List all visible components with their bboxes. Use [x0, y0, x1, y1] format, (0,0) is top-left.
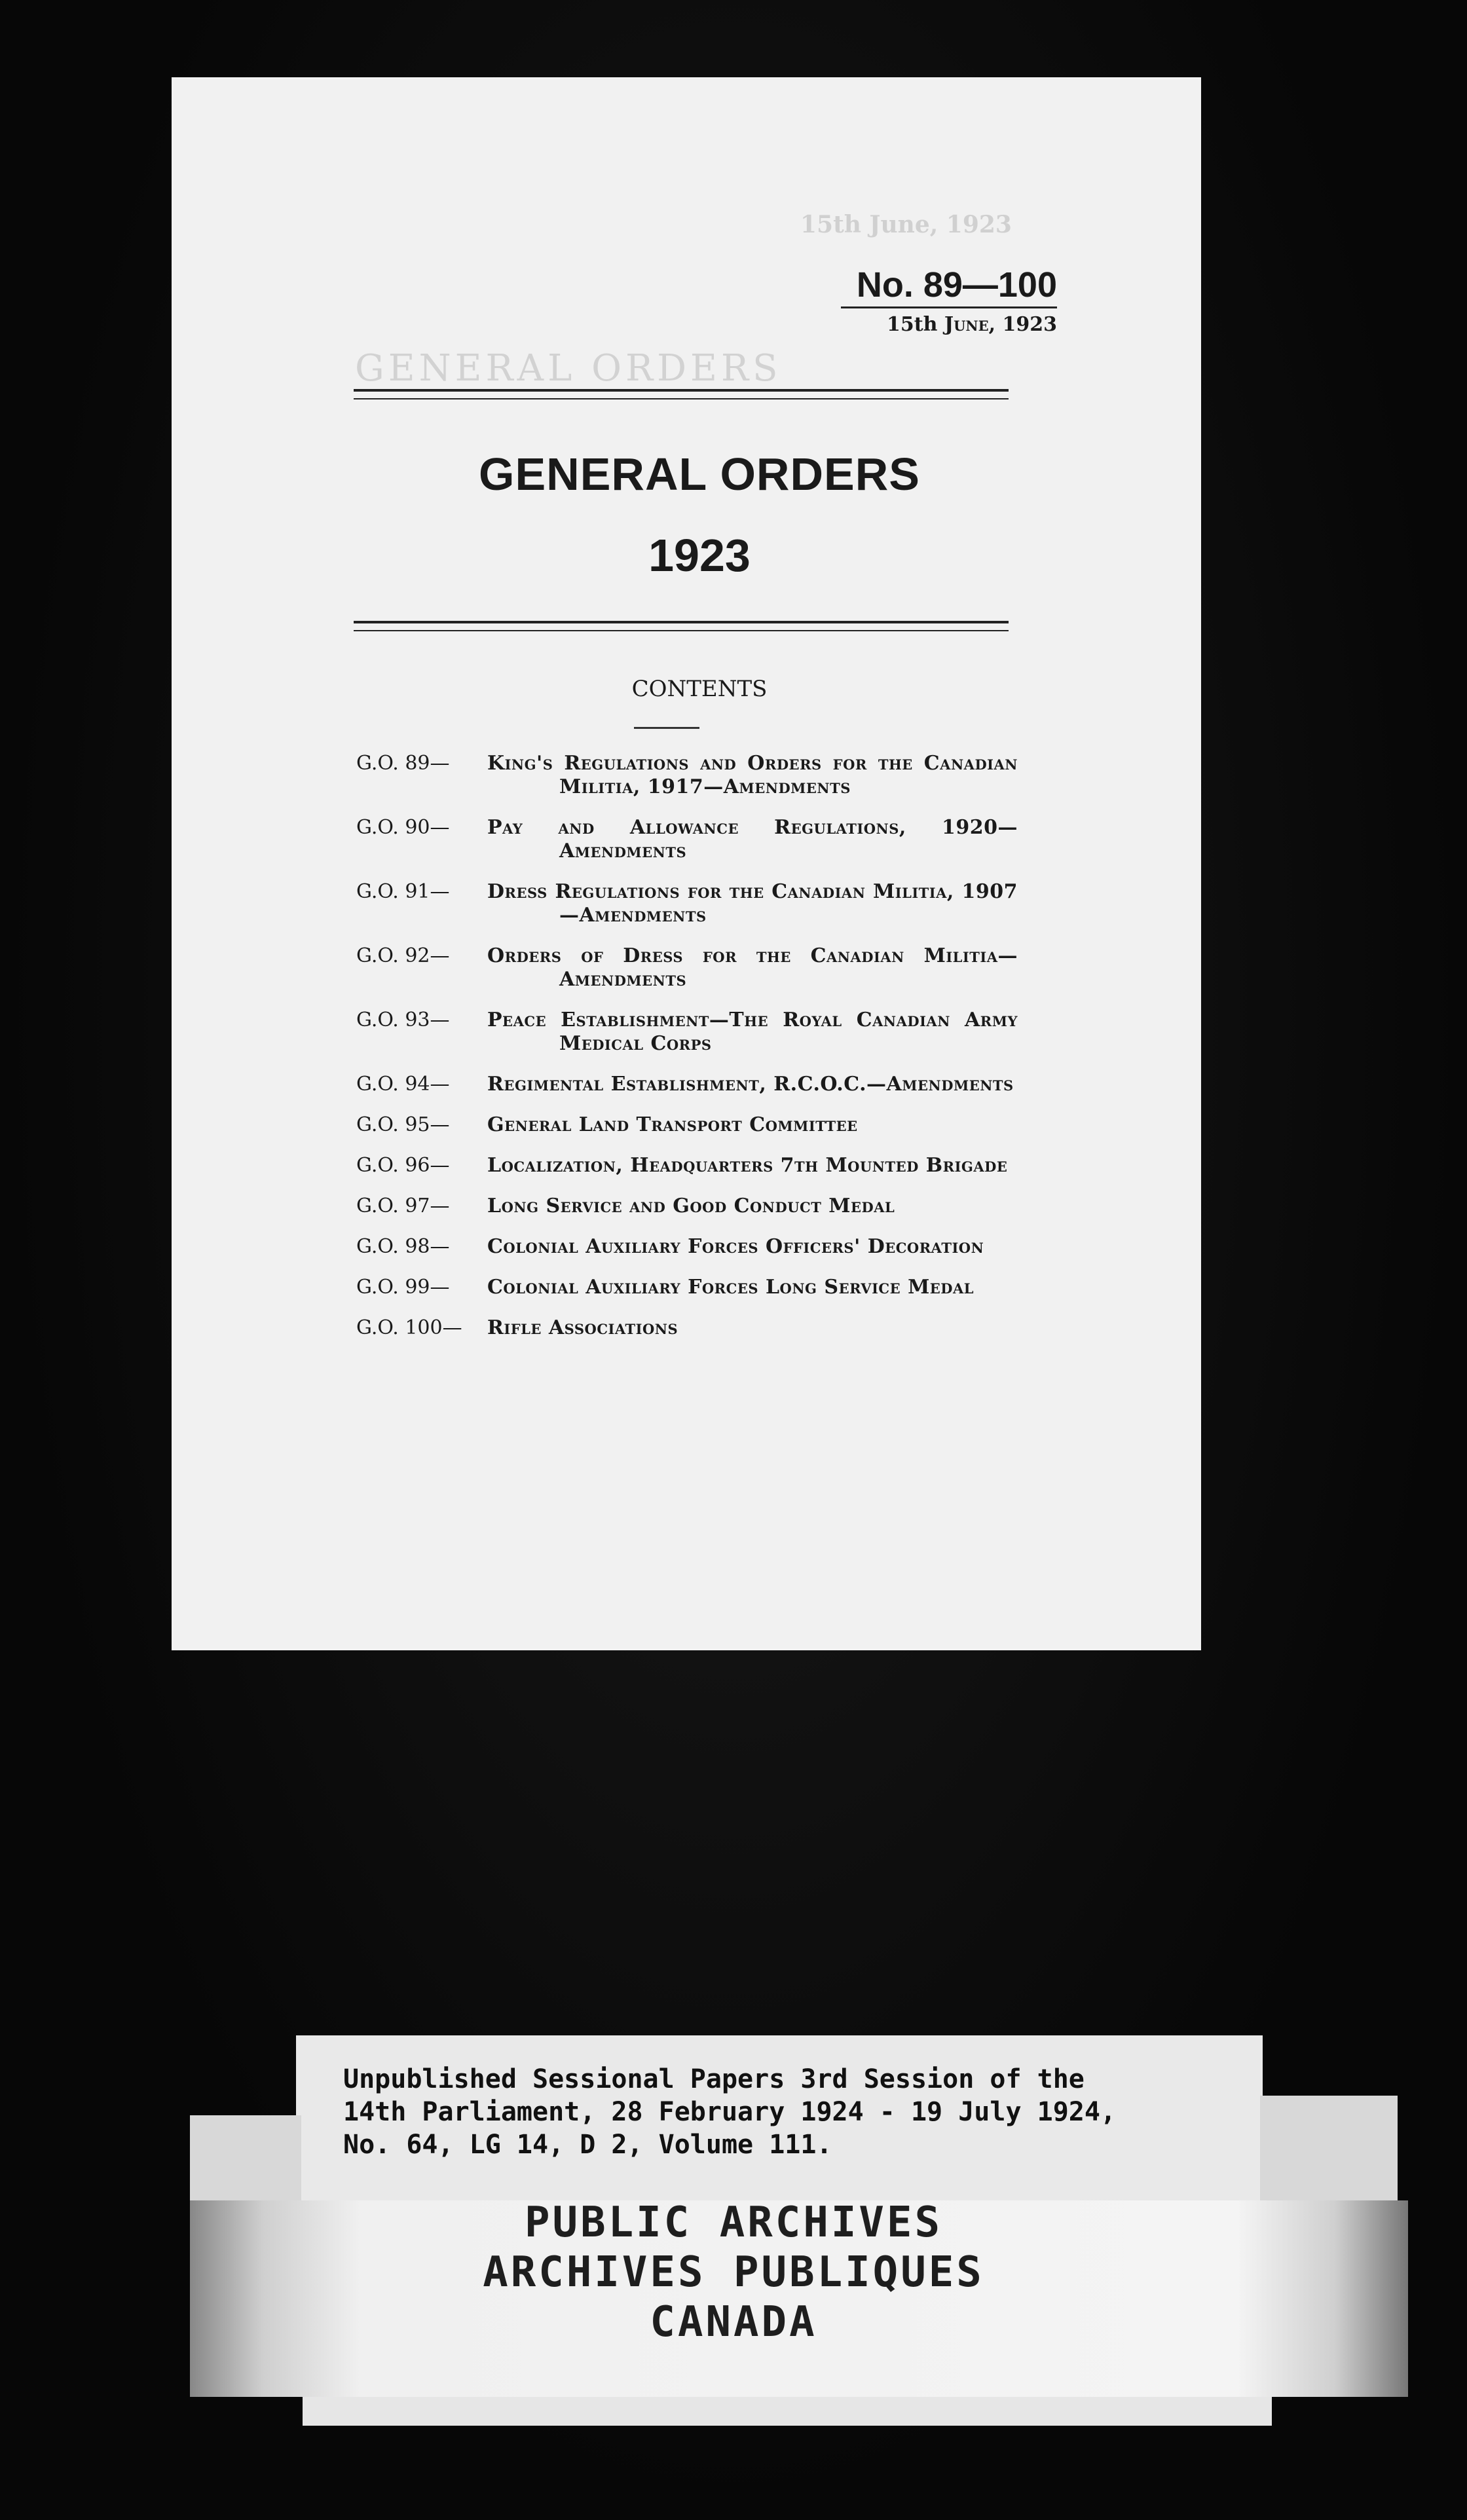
toc-entry-title: Colonial Auxiliary Forces Officers' Decoration [487, 1235, 984, 1258]
stamp-line: PUBLIC ARCHIVES [525, 2198, 942, 2247]
toc-order-number: G.O. 91— [356, 880, 450, 903]
toc-order-number: G.O. 94— [356, 1073, 450, 1096]
stamp-line: CANADA [650, 2298, 817, 2346]
toc-entry [356, 1195, 1018, 1218]
toc-entry [356, 1276, 1018, 1299]
toc-entry [356, 1113, 1018, 1137]
toc-order-number: G.O. 97— [356, 1195, 450, 1217]
toc-order-number: G.O. 98— [356, 1235, 450, 1258]
toc-entry-title: Dress Regulations for the Canadian Militia, 1907—Amendments [487, 880, 1018, 927]
toc-entry-title: General Land Transport Committee [487, 1113, 858, 1136]
toc-order-number: G.O. 89— [356, 752, 450, 775]
label-line: Unpublished Sessional Papers 3rd Session of the [343, 2064, 1085, 2094]
toc-entry [356, 752, 1018, 799]
bottom-paper-strip [303, 2397, 1272, 2426]
number-underline [841, 306, 1057, 308]
toc-entry-title: Regimental Establishment, R.C.O.C.—Amendments [487, 1073, 1014, 1096]
toc-entry [356, 1316, 1018, 1340]
document-page [172, 77, 1201, 1650]
toc-entry [356, 1073, 1018, 1096]
document-title: GENERAL ORDERS [479, 449, 920, 500]
archive-label-text [343, 2063, 1234, 2161]
bleed-through-text: GENERAL ORDERS [355, 347, 782, 390]
toc-entry [356, 1154, 1018, 1177]
contents-rule [634, 727, 699, 729]
toc-entry-title: Rifle Associations [487, 1316, 678, 1339]
toc-order-number: G.O. 90— [356, 816, 450, 839]
issue-date: 15th June, 1923 [887, 313, 1057, 336]
bleed-through-date: 15th June, 1923 [800, 211, 1012, 238]
toc-entry-title: King's Regulations and Orders for the Canadian Militia, 1917—Amendments [487, 752, 1018, 798]
toc-entry-title: Colonial Auxiliary Forces Long Service Medal [487, 1276, 975, 1299]
toc-order-number: G.O. 96— [356, 1154, 450, 1177]
label-line: 14th Parliament, 28 February 1924 - 19 July 1924, [343, 2097, 1117, 2127]
toc-entry-title: Peace Establishment—The Royal Canadian Army Medical Corps [487, 1009, 1018, 1055]
toc-entry [356, 944, 1018, 991]
torn-paper-right [1260, 2096, 1398, 2200]
contents-heading: CONTENTS [631, 676, 768, 702]
table-of-contents [356, 752, 1018, 1357]
toc-entry [356, 1235, 1018, 1259]
toc-entry [356, 1009, 1018, 1056]
toc-order-number: G.O. 100— [356, 1316, 462, 1339]
toc-entry-title: Long Service and Good Conduct Medal [487, 1195, 895, 1217]
torn-paper-left [190, 2115, 301, 2207]
toc-entry-title: Pay and Allowance Regulations, 1920—Amendments [487, 816, 1018, 862]
archive-stamp [0, 2198, 1467, 2347]
stamp-line: ARCHIVES PUBLIQUES [483, 2248, 984, 2297]
toc-entry [356, 880, 1018, 927]
bottom-double-rule [354, 621, 1009, 631]
toc-order-number: G.O. 95— [356, 1113, 450, 1136]
toc-order-number: G.O. 99— [356, 1276, 450, 1299]
toc-entry-title: Localization, Headquarters 7th Mounted Brigade [487, 1154, 1008, 1177]
toc-entry-title: Orders of Dress for the Canadian Militia—Amendments [487, 944, 1018, 991]
label-line: No. 64, LG 14, D 2, Volume 111. [343, 2130, 832, 2160]
toc-order-number: G.O. 93— [356, 1009, 450, 1031]
top-double-rule [354, 389, 1009, 399]
toc-order-number: G.O. 92— [356, 944, 450, 967]
document-year: 1923 [648, 530, 751, 581]
toc-entry [356, 816, 1018, 863]
order-number: No. 89—100 [856, 265, 1057, 305]
